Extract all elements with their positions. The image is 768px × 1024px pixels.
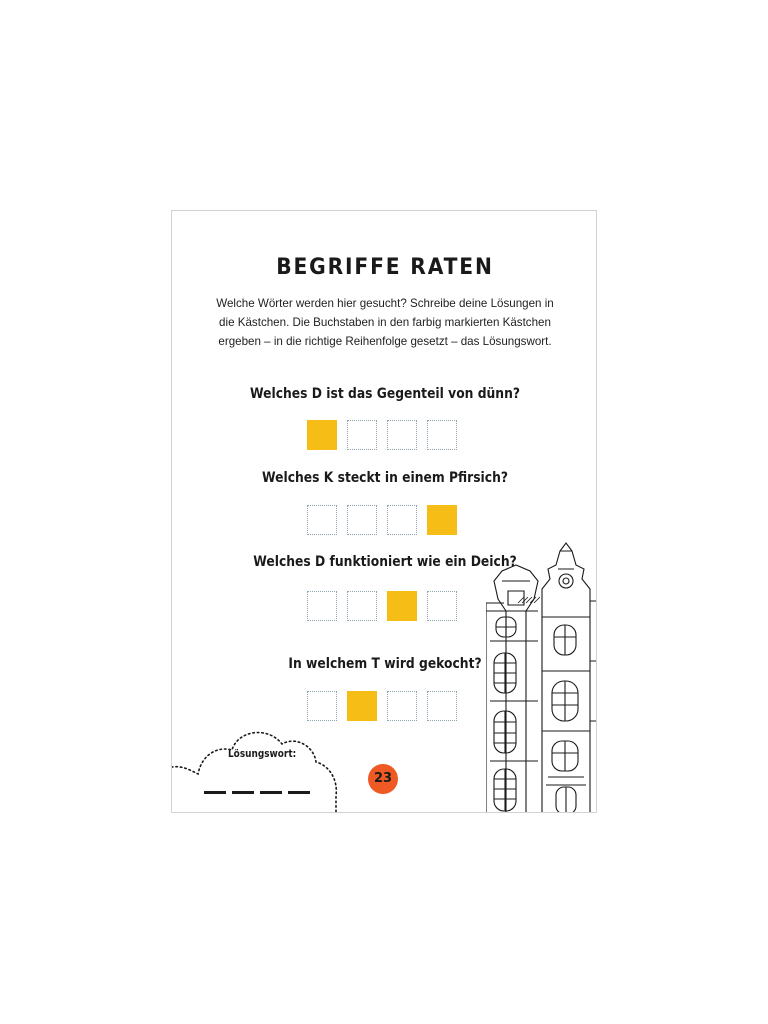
answer-box[interactable] (387, 691, 417, 721)
answer-box[interactable] (347, 420, 377, 450)
answer-boxes-3 (307, 591, 467, 623)
puzzle-page (171, 210, 597, 813)
answer-boxes-1 (307, 420, 467, 452)
answer-box[interactable] (427, 591, 457, 621)
answer-box[interactable] (347, 591, 377, 621)
question-2: Welches K steckt in einem Pfirsich? (261, 470, 508, 486)
answer-box-highlighted[interactable] (387, 591, 417, 621)
intro-text: Welche Wörter werden hier gesucht? Schreibe deine Lösungen in die Kästchen. Die Buchstaben in den farbig markierten Kästchen ergeben – in die richtige Reihenfolge gesetzt – das Lösungswort. (216, 297, 554, 348)
answer-box[interactable] (307, 505, 337, 535)
solution-letter-line[interactable] (204, 791, 226, 794)
answer-box-highlighted[interactable] (307, 420, 337, 450)
solution-letter-line[interactable] (232, 791, 254, 794)
answer-box[interactable] (387, 420, 417, 450)
answer-box[interactable] (427, 420, 457, 450)
solution-letter-line[interactable] (260, 791, 282, 794)
solution-word-label: Lösungswort: (228, 748, 297, 760)
answer-box[interactable] (427, 691, 457, 721)
solution-letter-line[interactable] (288, 791, 310, 794)
page-title: BEGRIFFE RATEN (276, 255, 494, 280)
question-4: In welchem T wird gekocht? (288, 656, 482, 672)
question-3: Welches D funktioniert wie ein Deich? (253, 554, 517, 570)
building-illustration (486, 541, 597, 813)
solution-word-lines[interactable] (204, 791, 314, 795)
answer-boxes-2 (307, 505, 467, 537)
question-1: Welches D ist das Gegenteil von dünn? (249, 386, 521, 402)
answer-box[interactable] (307, 591, 337, 621)
answer-box[interactable] (347, 505, 377, 535)
answer-box-highlighted[interactable] (347, 691, 377, 721)
cloud-outline-icon (172, 716, 342, 813)
answer-box[interactable] (387, 505, 417, 535)
page-number-badge: 23 (368, 764, 398, 794)
answer-box-highlighted[interactable] (427, 505, 457, 535)
